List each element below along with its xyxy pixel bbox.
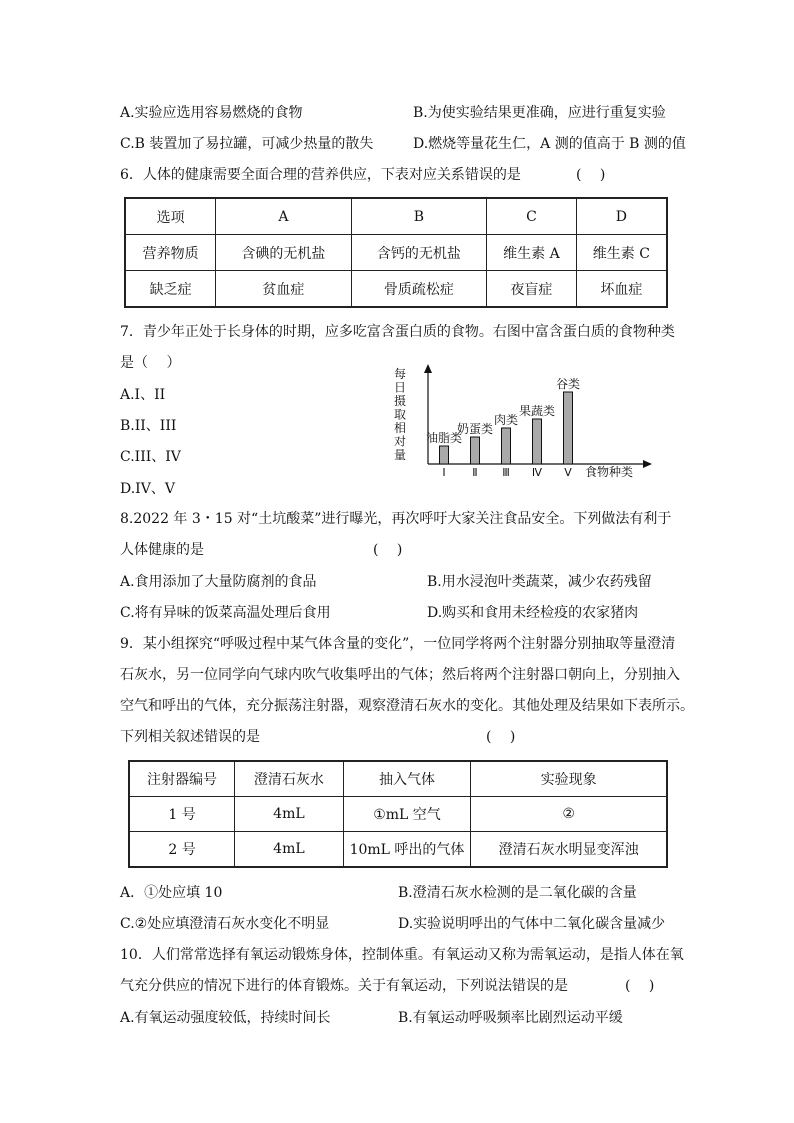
q5-option-b: B.为使实验结果更准确，应进行重复实验 bbox=[413, 105, 666, 121]
table-row bbox=[125, 235, 667, 271]
table-cell: 营养物质 bbox=[125, 235, 216, 271]
q9-answer-bracket: ( ) bbox=[486, 729, 516, 745]
q9-option-d: D.实验说明呼出的气体中二氧化碳含量减少 bbox=[398, 916, 666, 932]
y-axis-label-char: 摄 bbox=[393, 394, 407, 408]
q5-option-a: A.实验应选用容易燃烧的食物 bbox=[120, 105, 303, 121]
table-header-cell: B bbox=[351, 198, 486, 235]
q7-option-c: C.III、IV bbox=[120, 449, 181, 465]
table-cell: 骨质疏松症 bbox=[351, 271, 486, 308]
q8-stem-line1: 8.2022 年 3・15 对“土坑酸菜”进行曝光，再次呼吁大家关注食品安全。下列做法有利于 bbox=[120, 511, 672, 527]
table-header-cell: 实验现象 bbox=[471, 761, 667, 797]
table-row bbox=[129, 797, 667, 832]
table-cell: 贫血症 bbox=[216, 271, 351, 308]
table-cell: 缺乏症 bbox=[125, 271, 216, 308]
table-header-cell: 抽入气体 bbox=[343, 761, 471, 797]
bar-5 bbox=[564, 392, 573, 464]
q9-option-c: C.②处应填澄清石灰水变化不明显 bbox=[120, 916, 330, 932]
q6-nutrition-table bbox=[124, 197, 668, 308]
x-axis-arrow bbox=[643, 460, 652, 468]
table-cell: 夜盲症 bbox=[487, 271, 577, 308]
q5-option-d: D.燃烧等量花生仁，A 测的值高于 B 测的值 bbox=[413, 136, 686, 152]
x-tick-label: Ⅴ bbox=[564, 466, 572, 479]
y-axis-label-char: 取 bbox=[393, 407, 407, 422]
table-header-cell: C bbox=[487, 198, 577, 235]
y-axis-label-char: 日 bbox=[393, 380, 407, 395]
x-tick-label: Ⅱ bbox=[472, 466, 478, 479]
q7-stem-line1: 7．青少年正处于长身体的时期，应多吃富含蛋白质的食物。右图中富含蛋白质的食物种类 bbox=[120, 324, 675, 340]
table-row bbox=[125, 198, 667, 235]
bar-data-label: 果蔬类 bbox=[518, 404, 556, 418]
q8-option-d: D.购买和食用未经检疫的农家猪肉 bbox=[427, 605, 639, 621]
x-tick-label: Ⅲ bbox=[502, 466, 510, 479]
table-row bbox=[125, 271, 667, 308]
q7-stem-line2: 是（ ） bbox=[120, 355, 181, 371]
q9-stem-line2: 石灰水，另一位同学向气球内吹气收集呼出的气体；然后将两个注射器口朝向上，分别抽入 bbox=[120, 667, 680, 683]
q9-option-b: B.澄清石灰水检测的是二氧化碳的含量 bbox=[398, 885, 637, 901]
q7-option-a: A.I、II bbox=[120, 387, 166, 403]
table-cell: 维生素 C bbox=[576, 235, 667, 271]
q8-option-b: B.用水浸泡叶类蔬菜，减少农药残留 bbox=[427, 574, 652, 590]
q6-stem: 6．人体的健康需要全面合理的营养供应，下表对应关系错误的是 bbox=[120, 167, 521, 183]
table-cell: 4mL bbox=[235, 797, 344, 832]
bar-2 bbox=[471, 437, 480, 464]
y-axis-label-char: 相 bbox=[393, 421, 407, 435]
bar-4 bbox=[533, 419, 542, 464]
bar-data-label: 油脂类 bbox=[425, 431, 463, 445]
y-axis-label-char: 量 bbox=[393, 448, 407, 462]
q9-syringe-table bbox=[128, 760, 668, 868]
table-row bbox=[129, 832, 667, 868]
bar-data-label: 奶蛋类 bbox=[456, 422, 494, 436]
q9-stem-line1: 9．某小组探究“呼吸过程中某气体含量的变化”，一位同学将两个注射器分别抽取等量澄清 bbox=[120, 636, 676, 652]
table-header-cell: D bbox=[576, 198, 667, 235]
table-header-cell: A bbox=[216, 198, 351, 235]
bar-data-label: 谷类 bbox=[555, 377, 581, 391]
q7-option-d: D.IV、V bbox=[120, 481, 175, 497]
y-axis-label-char: 对 bbox=[393, 434, 407, 449]
table-header-cell: 选项 bbox=[125, 198, 216, 235]
x-tick-label: Ⅰ bbox=[442, 466, 446, 479]
q9-stem-line4: 下列相关叙述错误的是 bbox=[120, 729, 260, 745]
table-cell: 维生素 A bbox=[487, 235, 577, 271]
table-cell: 澄清石灰水明显变浑浊 bbox=[471, 832, 667, 868]
q10-answer-bracket: ( ) bbox=[625, 978, 655, 994]
q8-option-c: C.将有异味的饭菜高温处理后食用 bbox=[120, 605, 331, 621]
table-cell: ② bbox=[471, 797, 667, 832]
table-row bbox=[129, 761, 667, 797]
y-axis-label bbox=[394, 366, 406, 462]
bar-3 bbox=[502, 428, 511, 464]
table-cell: ①mL 空气 bbox=[343, 797, 471, 832]
q10-stem-line1: 10．人们常常选择有氧运动锻炼身体，控制体重。有氧运动又称为需氧运动，是指人体在氧 bbox=[120, 947, 684, 963]
x-axis-label: 食物种类 bbox=[585, 465, 634, 479]
table-header-cell: 澄清石灰水 bbox=[235, 761, 344, 797]
bar-data-label: 肉类 bbox=[493, 413, 519, 427]
y-axis-label-char: 每 bbox=[393, 367, 407, 381]
q9-option-a: A．①处应填 10 bbox=[120, 885, 223, 901]
q6-answer-bracket: ( ) bbox=[576, 167, 606, 183]
q8-stem-line2: 人体健康的是 bbox=[120, 542, 204, 558]
q10-option-b: B.有氧运动呼吸频率比剧烈运动平缓 bbox=[398, 1010, 623, 1026]
table-header-cell: 注射器编号 bbox=[129, 761, 235, 797]
q10-stem-line2: 气充分供应的情况下进行的体育锻炼。关于有氧运动，下列说法错误的是 bbox=[120, 978, 568, 994]
table-cell: 含钙的无机盐 bbox=[351, 235, 486, 271]
table-cell: 4mL bbox=[235, 832, 344, 868]
bar-1 bbox=[440, 446, 449, 464]
q8-option-a: A.食用添加了大量防腐剂的食品 bbox=[120, 574, 317, 590]
table-cell: 1 号 bbox=[129, 797, 235, 832]
table-cell: 含碘的无机盐 bbox=[216, 235, 351, 271]
x-tick-label: Ⅳ bbox=[531, 466, 543, 479]
q7-option-b: B.II、III bbox=[120, 418, 177, 434]
y-axis-arrow bbox=[424, 364, 432, 373]
q8-answer-bracket: ( ) bbox=[373, 542, 403, 558]
q9-stem-line3: 空气和呼出的气体，充分振荡注射器，观察澄清石灰水的变化。其他处理及结果如下表所示。 bbox=[120, 698, 694, 714]
table-cell: 坏血症 bbox=[576, 271, 667, 308]
food-intake-bar-chart bbox=[388, 360, 658, 480]
table-cell: 2 号 bbox=[129, 832, 235, 868]
table-cell: 10mL 呼出的气体 bbox=[343, 832, 471, 868]
q5-option-c: C.B 装置加了易拉罐，可减少热量的散失 bbox=[120, 136, 374, 152]
q10-option-a: A.有氧运动强度较低，持续时间长 bbox=[120, 1010, 331, 1026]
